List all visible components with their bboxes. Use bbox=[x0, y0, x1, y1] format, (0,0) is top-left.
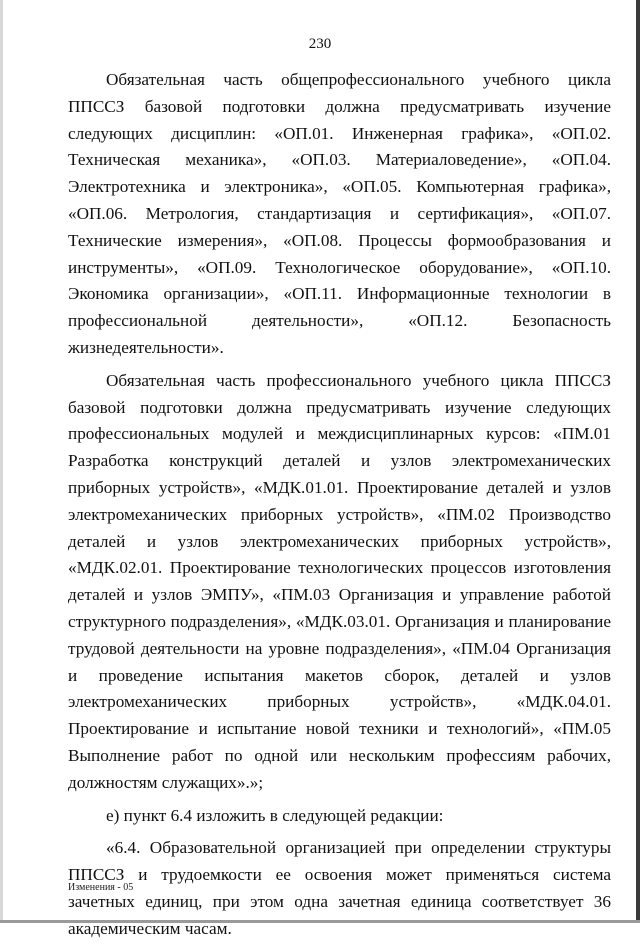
paragraph-credit-units: «6.4. Образовательной организацией при определении структуры ППССЗ и трудоемкости ее освоения может применяться система зачетных единиц, при этом одна зачетная единица соответствует 36 академическим часам. bbox=[68, 838, 611, 938]
footer-note: Изменения - 05 bbox=[68, 882, 134, 893]
paragraph-professional-cycle: Обязательная часть профессионального учебного цикла ППССЗ базовой подготовки должна предусматривать изучение следующих профессиональных модулей и междисциплинарных курсов: «ПМ.01 Разработка конструкций деталей и узлов электромеханических приборных устройств», «МДК.01.01. Проектирование деталей и узлов электромеханических приборных устройств», «ПМ.02 Производство деталей и узлов электромеханических приборных устройств», «МДК.02.01. Проектирование технологических процессов изготовления деталей и узлов ЭМПУ», «ПМ.03 Организация и управление работой структурного подразделения», «МДК.03.01. Организация и планирование трудовой деятельности на уровне подразделения», «ПМ.04 Организация и проведение испытания макетов сборок, деталей и узлов электромеханических приборных устройств», «МДК.04.01. Проектирование и испытание новой техники и технологий», «ПМ.05 Выполнение работ по одной или нескольким профессиям рабочих, должностям служащих».»; bbox=[68, 370, 611, 792]
body-text bbox=[68, 67, 611, 949]
paragraph-general-professional-cycle: Обязательная часть общепрофессионального учебного цикла ППССЗ базовой подготовки должна предусматривать изучение следующих дисциплин: «ОП.01. Инженерная графика», «ОП.02. Техническая механика», «ОП.03. Материаловедение», «ОП.04. Электротехника и электроника», «ОП.05. Компьютерная графика», «ОП.06. Метрология, стандартизация и сертификация», «ОП.07. Технические измерения», «ОП.08. Процессы формообразования и инструменты», «ОП.09. Технологическое оборудование», «ОП.10. Экономика организации», «ОП.11. Информационные технологии в профессиональной деятельности», «ОП.12. Безопасность жизнедеятельности». bbox=[68, 70, 611, 357]
scan-edge-right bbox=[636, 0, 640, 923]
scan-edge-left bbox=[0, 0, 3, 923]
paragraph-amendment-item: е) пункт 6.4 изложить в следующей редакции: bbox=[106, 805, 444, 825]
page-number: 230 bbox=[308, 36, 332, 52]
